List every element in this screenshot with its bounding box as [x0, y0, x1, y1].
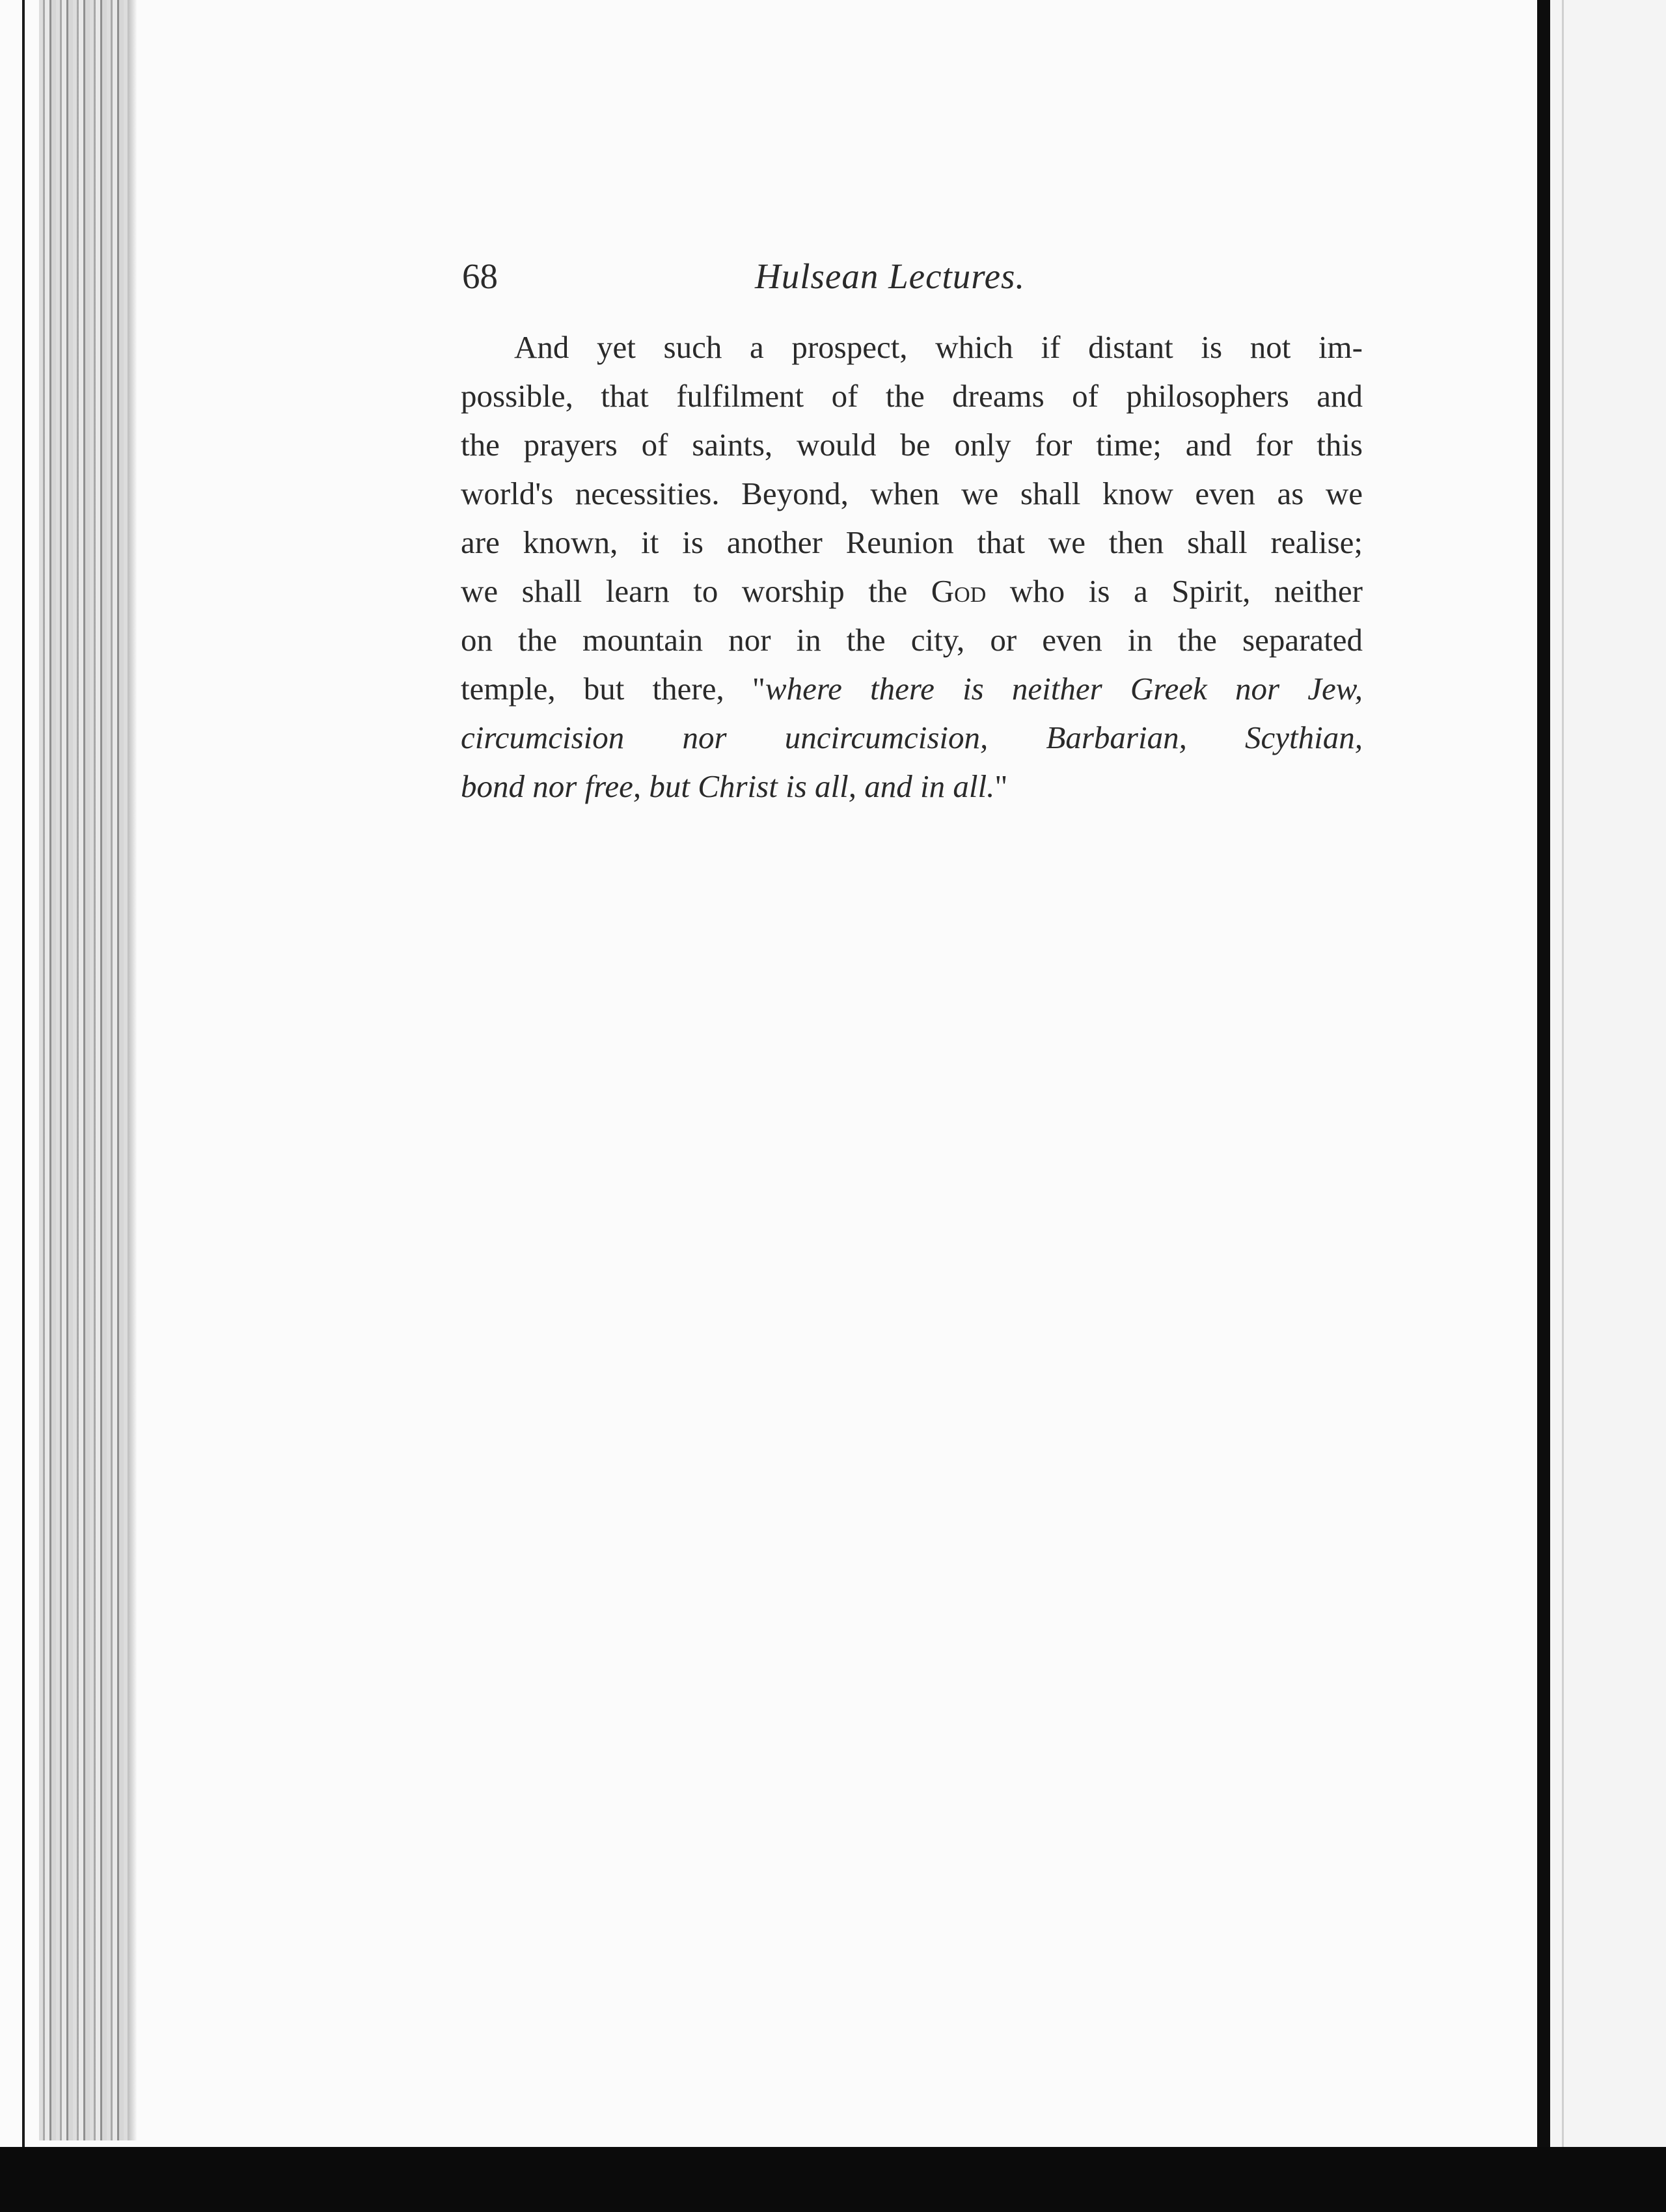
text-segment: temple, but there, " — [461, 671, 765, 707]
bottom-scan-border — [0, 2147, 1666, 2212]
closing-quote: " — [994, 768, 1008, 804]
italic-quotation: where there is neither Greek nor Jew, — [765, 671, 1363, 707]
facing-page-sliver — [1550, 0, 1666, 2153]
binding-edge-line — [22, 0, 25, 2147]
book-page-edges — [39, 0, 130, 2140]
small-caps-word: God — [931, 573, 987, 609]
text-segment: who is a Spirit, neither — [1009, 573, 1363, 609]
text-line — [461, 567, 1363, 615]
running-head — [461, 247, 1363, 306]
text-line: on the mountain nor in the city, or even in the separated — [461, 622, 1363, 658]
text-line: possible, that fulfilment of the dreams of philosophers and — [461, 378, 1363, 414]
text-segment: we shall learn to worship the — [461, 573, 908, 609]
facing-page-edge — [1562, 0, 1564, 2153]
italic-quotation: bond nor free, but Christ is all, and in all. — [461, 768, 995, 804]
running-title: Hulsean Lectures. — [755, 256, 1026, 296]
text-block — [461, 247, 1363, 811]
text-line: are known, it is another Reunion that we then shall realise; — [461, 524, 1363, 560]
text-line — [461, 762, 1363, 811]
page-number: 68 — [462, 256, 498, 296]
text-line: world's necessities. Beyond, when we shall know even as we — [461, 476, 1363, 511]
right-gutter — [1537, 0, 1550, 2153]
italic-quotation-line: circumcision nor uncircumcision, Barbarian, Scythian, — [461, 720, 1363, 755]
body-paragraph — [461, 323, 1363, 811]
text-line: the prayers of saints, would be only for time; and for this — [461, 427, 1363, 463]
text-line — [461, 664, 1363, 713]
page-gutter-shadow — [128, 0, 137, 2140]
text-line: And yet such a prospect, which if distant is not im- — [514, 329, 1363, 365]
